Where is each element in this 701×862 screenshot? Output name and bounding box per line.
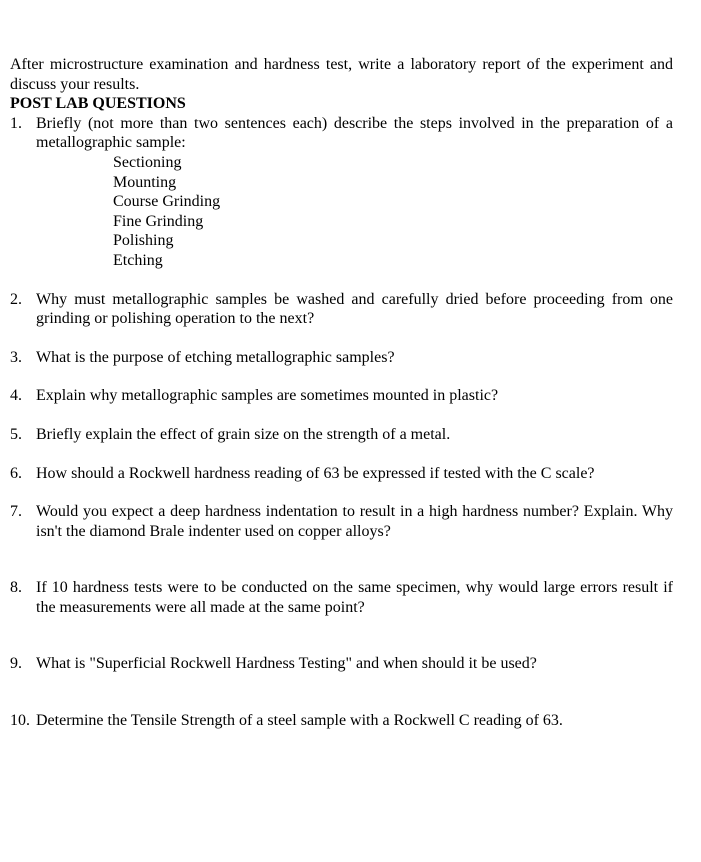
intro-paragraph: After microstructure examination and hardness test, write a laboratory report of the experiment and discuss your results. bbox=[10, 56, 673, 93]
question-text: What is the purpose of etching metallographic samples? bbox=[36, 348, 395, 366]
question-text: Would you expect a deep hardness indentation to result in a high hardness number? Explain. Why isn't the diamond Brale indenter used on copper alloys? bbox=[36, 503, 673, 540]
question-text: If 10 hardness tests were to be conducted on the same specimen, why would large errors result if the measurements were all made at the same point? bbox=[36, 579, 673, 616]
preparation-steps-list bbox=[113, 153, 673, 271]
question-number: 7. bbox=[10, 503, 22, 521]
step-item: Polishing bbox=[113, 232, 174, 250]
question-number: 10. bbox=[10, 712, 30, 730]
step-item: Etching bbox=[113, 251, 163, 269]
question-6 bbox=[10, 464, 673, 484]
step-item: Fine Grinding bbox=[113, 212, 204, 230]
question-number: 5. bbox=[10, 425, 22, 443]
step-item: Mounting bbox=[113, 173, 177, 191]
question-5 bbox=[10, 425, 673, 445]
question-8 bbox=[10, 578, 673, 617]
question-3 bbox=[10, 348, 673, 368]
question-text: Briefly (not more than two sentences each) describe the steps involved in the preparation of a metallographic sample: bbox=[36, 114, 673, 152]
question-number: 1. bbox=[10, 114, 22, 132]
question-text: Why must metallographic samples be washed and carefully dried before proceeding from one grinding or polishing operation to the next? bbox=[36, 290, 673, 328]
question-number: 2. bbox=[10, 290, 22, 308]
question-2 bbox=[10, 290, 673, 329]
question-text: Briefly explain the effect of grain size on the strength of a metal. bbox=[36, 425, 451, 443]
question-number: 9. bbox=[10, 655, 22, 673]
post-lab-heading: POST LAB QUESTIONS bbox=[10, 95, 186, 113]
question-7 bbox=[10, 502, 673, 541]
question-9 bbox=[10, 654, 673, 674]
question-1 bbox=[10, 114, 673, 153]
step-item: Course Grinding bbox=[113, 193, 221, 211]
question-text: Determine the Tensile Strength of a steel sample with a Rockwell C reading of 63. bbox=[36, 712, 563, 730]
question-10 bbox=[10, 711, 673, 731]
question-number: 6. bbox=[10, 464, 22, 482]
question-number: 4. bbox=[10, 387, 22, 405]
question-text: How should a Rockwell hardness reading of 63 be expressed if tested with the C scale? bbox=[36, 464, 595, 482]
question-4 bbox=[10, 386, 673, 406]
question-text: Explain why metallographic samples are sometimes mounted in plastic? bbox=[36, 387, 499, 405]
step-item: Sectioning bbox=[113, 153, 182, 171]
question-number: 3. bbox=[10, 348, 22, 366]
document-page bbox=[10, 55, 673, 731]
question-text: What is "Superficial Rockwell Hardness Testing" and when should it be used? bbox=[36, 655, 537, 673]
question-number: 8. bbox=[10, 579, 22, 597]
